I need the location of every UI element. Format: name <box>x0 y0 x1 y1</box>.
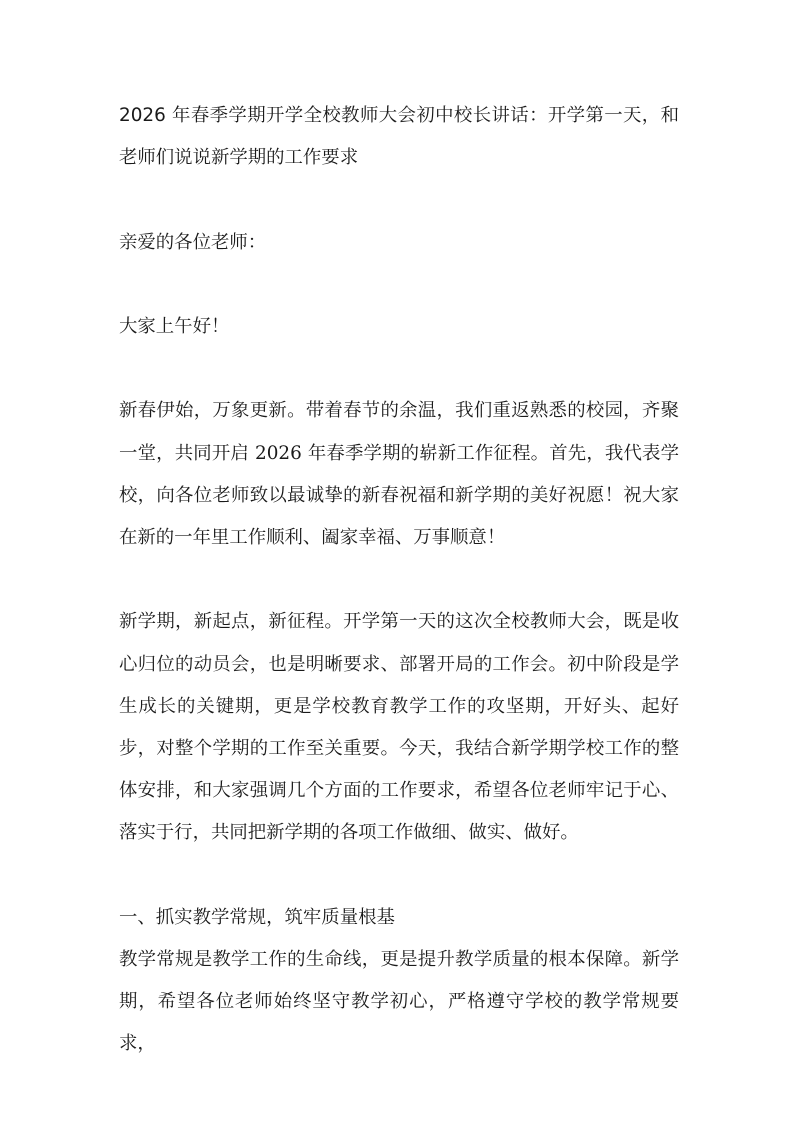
spacer <box>119 348 679 390</box>
spacer <box>119 559 679 601</box>
spacer <box>119 179 679 221</box>
spacer <box>119 855 679 897</box>
paragraph-intro: 新春伊始，万象更新。带着春节的余温，我们重返熟悉的校园，齐聚一堂，共同开启 2026 年春季学期的崭新工作征程。首先，我代表学校，向各位老师致以最诚挚的新春祝福和新学期的美好祝愿！祝大家在新的一年里工作顺利、阖家幸福、万事顺意！ <box>119 400 679 548</box>
section-body: 教学常规是教学工作的生命线，更是提升教学质量的根本保障。新学期，希望各位老师始终坚守教学初心，严格遵守学校的教学常规要求， <box>119 948 679 1055</box>
section-heading: 一、抓实教学常规，筑牢质量根基 <box>119 906 395 928</box>
document-title: 2026 年春季学期开学全校教师大会初中校长讲话：开学第一天，和老师们说说新学期的工作要求 <box>119 105 679 169</box>
document-page <box>119 95 679 1066</box>
greeting: 大家上午好！ <box>119 315 230 337</box>
salutation: 亲爱的各位老师： <box>119 231 267 253</box>
spacer <box>119 264 679 306</box>
paragraph-overview: 新学期，新起点，新征程。开学第一天的这次全校教师大会，既是收心归位的动员会，也是明晰要求、部署开局的工作会。初中阶段是学生成长的关键期，更是学校教育教学工作的攻坚期，开好头、起好步，对整个学期的工作至关重要。今天，我结合新学期学校工作的整体安排，和大家强调几个方面的工作要求，希望各位老师牢记于心、落实于行，共同把新学期的各项工作做细、做实、做好。 <box>119 611 679 844</box>
